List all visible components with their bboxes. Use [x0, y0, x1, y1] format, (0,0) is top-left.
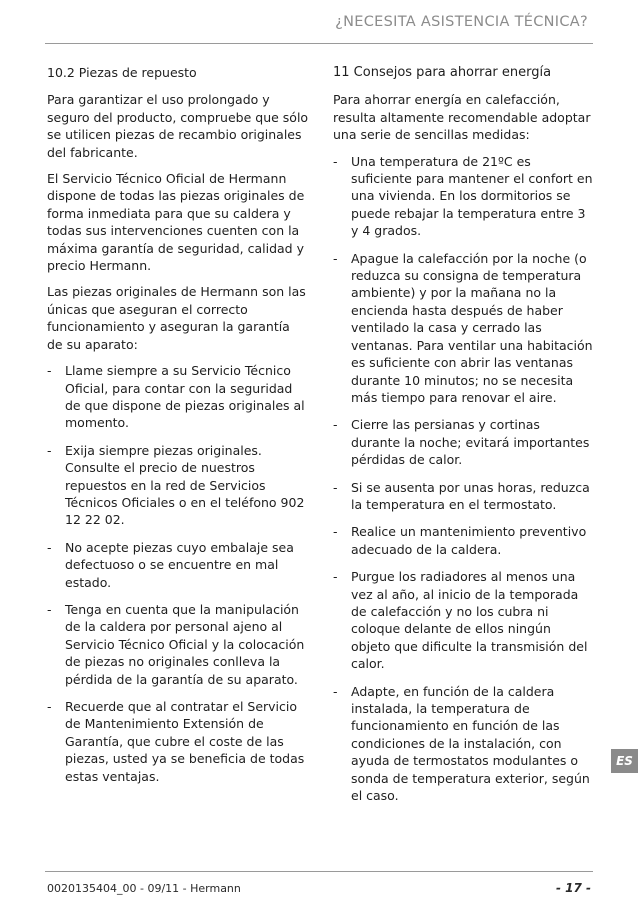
- paragraph: Para garantizar el uso prolongado y seguro del producto, compruebe que sólo se utilicen piezas de recambio originales del fabricante.: [47, 92, 309, 160]
- list-dash: -: [47, 539, 52, 555]
- list-dash: -: [47, 363, 52, 379]
- list-item: [333, 416, 593, 468]
- list-item: [333, 683, 593, 805]
- list-dash: -: [333, 479, 338, 495]
- list-item-text: Apague la calefacción por la noche (o reduzca su consigna de temperatura ambiente) y por la mañana no la encienda hasta después de haber ventilado la casa y cerrado las ventanas. Para ventilar una habitación es suficiente con abrir las ventanas durante 10 minutos; no se necesita más tiempo para renovar el aire.: [351, 250, 593, 405]
- list-dash: -: [333, 153, 338, 169]
- list-dash: -: [333, 417, 338, 433]
- list-item: [333, 479, 593, 514]
- list-item-text: Adapte, en función de la caldera instalada, la temperatura de funcionamiento en función de las condiciones de la instalación, con ayuda de termostatos modulantes o sonda de temperatura exterior, según el caso.: [351, 683, 590, 804]
- list-item-text: Recuerde que al contratar el Servicio de Mantenimiento Extensión de Garantía, que cubre el coste de las piezas, usted ya se beneficia de todas estas ventajas.: [65, 699, 305, 784]
- list-item-text: Llame siempre a su Servicio Técnico Oficial, para contar con la seguridad de que dispone de piezas originales al momento.: [65, 363, 305, 431]
- list-item-text: Una temperatura de 21ºC es suficiente para mantener el confort en una vivienda. En los dormitorios se puede rebajar la temperatura entre 3 y 4 grados.: [351, 153, 593, 239]
- section-title-energy-saving: 11 Consejos para ahorrar energía: [333, 65, 552, 80]
- page-header-title: ¿NECESITA ASISTENCIA TÉCNICA?: [335, 14, 588, 30]
- footer-document-code: 0020135404_00 - 09/11 - Hermann: [47, 882, 241, 895]
- list-item: [333, 250, 593, 407]
- list-item: [47, 442, 309, 529]
- list-dash: -: [333, 683, 338, 699]
- list-item: [47, 601, 309, 688]
- list-dash: -: [333, 569, 338, 585]
- list-dash: -: [47, 601, 52, 617]
- list-item-text: Realice un mantenimiento preventivo adecuado de la caldera.: [351, 524, 587, 557]
- list-item: [47, 698, 309, 785]
- footer-divider: [45, 871, 593, 872]
- list-item-text: Tenga en cuenta que la manipulación de la caldera por personal ajeno al Servicio Técnico Oficial y la colocación de piezas no originales conlleva la pérdida de la garantía de su aparato.: [65, 601, 305, 687]
- paragraph: El Servicio Técnico Oficial de Hermann dispone de todas las piezas originales de forma inmediata para que su caldera y todas sus intervenciones cuenten con la máxima garantía de seguridad, calidad y precio Hermann.: [47, 171, 305, 274]
- language-badge: ES: [611, 749, 638, 773]
- list-item: [47, 362, 309, 432]
- paragraph: Las piezas originales de Hermann son las únicas que aseguran el correcto funcionamiento y aseguran la garantía de su aparato:: [47, 284, 306, 352]
- list-dash: -: [333, 524, 338, 540]
- list-item-text: Si se ausenta por unas horas, reduzca la temperatura en el termostato.: [351, 479, 590, 512]
- section-title-spare-parts: 10.2 Piezas de repuesto: [47, 65, 197, 80]
- list-item: [333, 523, 593, 558]
- paragraph: Para ahorrar energía en calefacción, resulta altamente recomendable adoptar una serie de sencillas medidas:: [333, 92, 591, 143]
- list-dash: -: [47, 442, 52, 458]
- header-divider: [45, 43, 593, 44]
- list-dash: -: [333, 250, 338, 266]
- list-item: [47, 539, 309, 591]
- list-item-text: Exija siempre piezas originales. Consulte el precio de nuestros repuestos en la red de Servicios Técnicos Oficiales o en el teléfono 902 12 22 02.: [65, 442, 305, 528]
- right-column: [333, 64, 593, 814]
- page-number: - 17 -: [555, 881, 591, 895]
- spare-parts-list: [47, 362, 309, 785]
- list-item-text: Cierre las persianas y cortinas durante la noche; evitará importantes pérdidas de calor.: [351, 417, 590, 468]
- list-dash: -: [47, 699, 52, 714]
- energy-tips-list: [333, 153, 593, 805]
- list-item-text: Purgue los radiadores al menos una vez al año, al inicio de la temporada de calefacción y no los cubra ni coloque delante de ellos ningún objeto que dificulte la transmisión del calor.: [351, 569, 588, 672]
- list-item: [333, 568, 593, 672]
- left-column: [47, 64, 309, 795]
- list-item-text: No acepte piezas cuyo embalaje sea defectuoso o se encuentre en mal estado.: [65, 539, 294, 590]
- list-item: [333, 153, 593, 240]
